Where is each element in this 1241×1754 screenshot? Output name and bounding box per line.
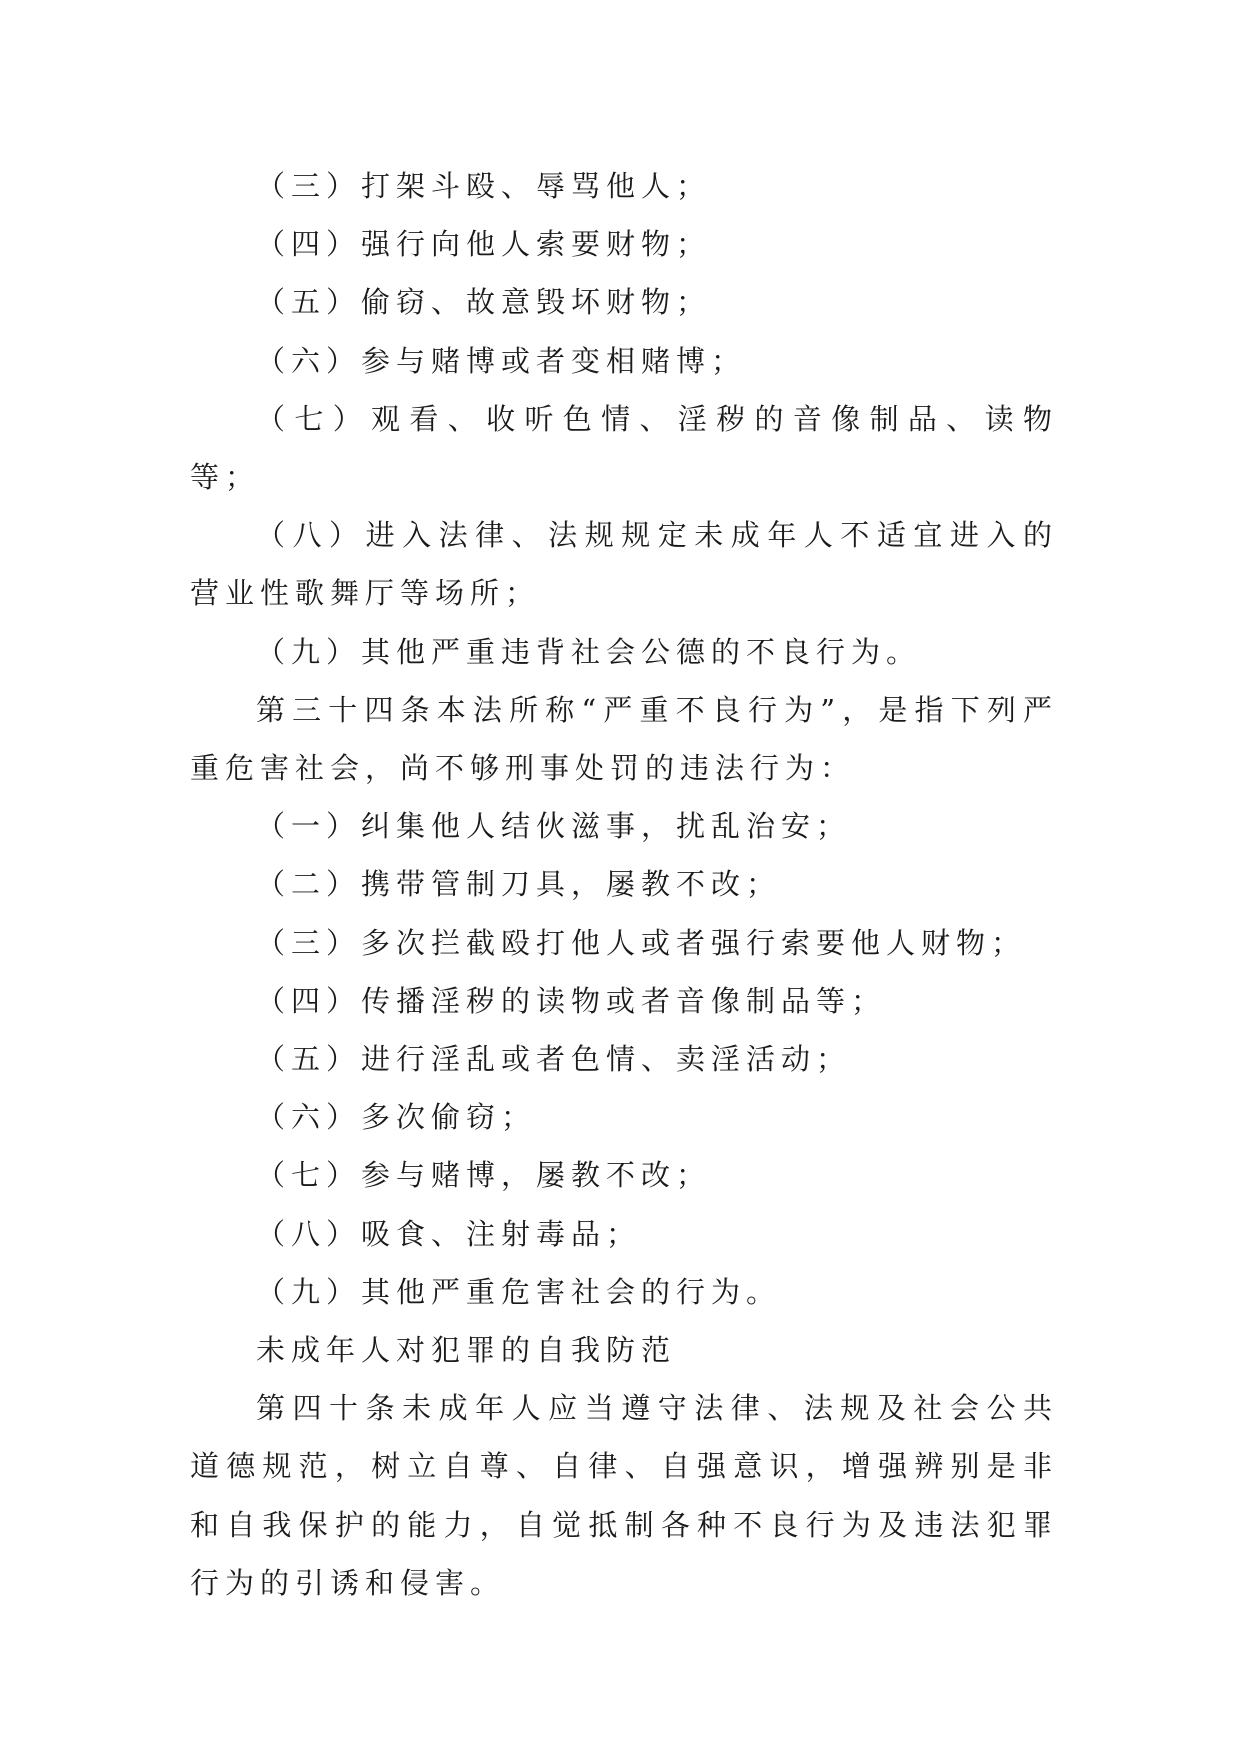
paragraph-item-9: （九）其他严重违背社会公德的不良行为。 xyxy=(256,634,922,669)
serious-item-2: （二）携带管制刀具，屡教不改； xyxy=(256,867,782,902)
section-heading: 未成年人对犯罪的自我防范 xyxy=(256,1333,677,1368)
paragraph-item-3: （三）打架斗殴、辱骂他人； xyxy=(256,169,712,203)
paragraph-item-4: （四）强行向他人索要财物； xyxy=(256,227,712,262)
serious-item-3: （三）多次拦截殴打他人或者强行索要他人财物； xyxy=(256,925,1027,960)
serious-item-7: （七）参与赌博，屡教不改； xyxy=(256,1158,712,1193)
serious-item-5: （五）进行淫乱或者色情、卖淫活动； xyxy=(256,1042,852,1077)
article-34-paragraph: 第三十四条本法所称“严重不良行为”，是指下列严重危害社会，尚不够刑事处罚的违法行为： xyxy=(190,692,1058,786)
paragraph-item-8: （八）进入法律、法规规定未成年人不适宜进入的营业性歌舞厅等场所； xyxy=(190,518,1058,611)
serious-item-1: （一）纠集他人结伙滋事，扰乱治安； xyxy=(256,809,852,844)
serious-item-6: （六）多次偷窃； xyxy=(256,1100,537,1135)
paragraph-item-7: （七）观看、收听色情、淫秽的音像制品、读物等； xyxy=(190,401,1058,495)
document-body xyxy=(190,157,1058,1612)
paragraph-item-6: （六）参与赌博或者变相赌博； xyxy=(256,343,747,378)
article-40-paragraph: 第四十条未成年人应当遵守法律、法规及社会公共道德规范，树立自尊、自律、自强意识，增强辨别是非和自我保护的能力，自觉抵制各种不良行为及违法犯罪行为的引诱和侵害。 xyxy=(190,1391,1058,1600)
serious-item-8: （八）吸食、注射毒品； xyxy=(256,1216,642,1251)
paragraph-item-5: （五）偷窃、故意毁坏财物； xyxy=(256,285,712,320)
serious-item-4: （四）传播淫秽的读物或者音像制品等； xyxy=(256,983,887,1018)
serious-item-9: （九）其他严重危害社会的行为。 xyxy=(256,1274,782,1309)
